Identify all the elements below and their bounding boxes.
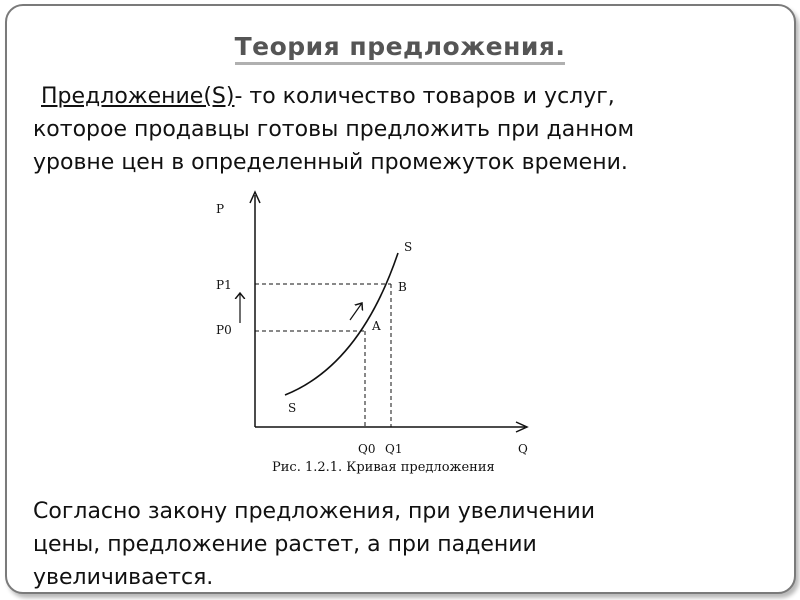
point-b-label: B — [398, 280, 407, 294]
q1-label: Q1 — [385, 442, 403, 456]
figure-caption: Рис. 1.2.1. Кривая предложения — [272, 460, 495, 475]
definition-line-1 — [33, 80, 773, 113]
definition-term: Предложение(S) — [41, 84, 235, 109]
point-a-label: A — [372, 319, 381, 333]
conclusion-paragraph — [33, 495, 773, 594]
definition-line-2: которое продавцы готовы предложить при данном — [33, 117, 635, 142]
supply-curve-figure — [200, 185, 540, 489]
definition-line-3: уровне цен в определенный промежуток времени. — [33, 150, 628, 175]
supply-curve — [285, 253, 398, 395]
movement-along-curve-arrow-icon — [350, 303, 362, 320]
conclusion-line-2: цены, предложение растет, а при падении — [33, 532, 537, 557]
definition-line-1-rest: - то количество товаров и услуг, — [234, 84, 615, 109]
q0-label: Q0 — [358, 442, 376, 456]
x-axis-label: Q — [518, 442, 528, 456]
conclusion-line-3: увеличивается. — [33, 565, 214, 590]
curve-top-label: S — [404, 240, 413, 254]
curve-bottom-label: S — [288, 401, 297, 415]
slide-title — [0, 32, 800, 61]
conclusion-line-1: Согласно закону предложения, при увеличении — [33, 499, 596, 524]
supply-curve-diagram — [200, 185, 540, 485]
p1-label: P1 — [216, 278, 232, 292]
slide-title-text: Теория предложения. — [235, 32, 566, 65]
y-axis-label: P — [216, 202, 225, 216]
definition-paragraph — [33, 80, 773, 179]
p0-label: P0 — [216, 323, 232, 337]
